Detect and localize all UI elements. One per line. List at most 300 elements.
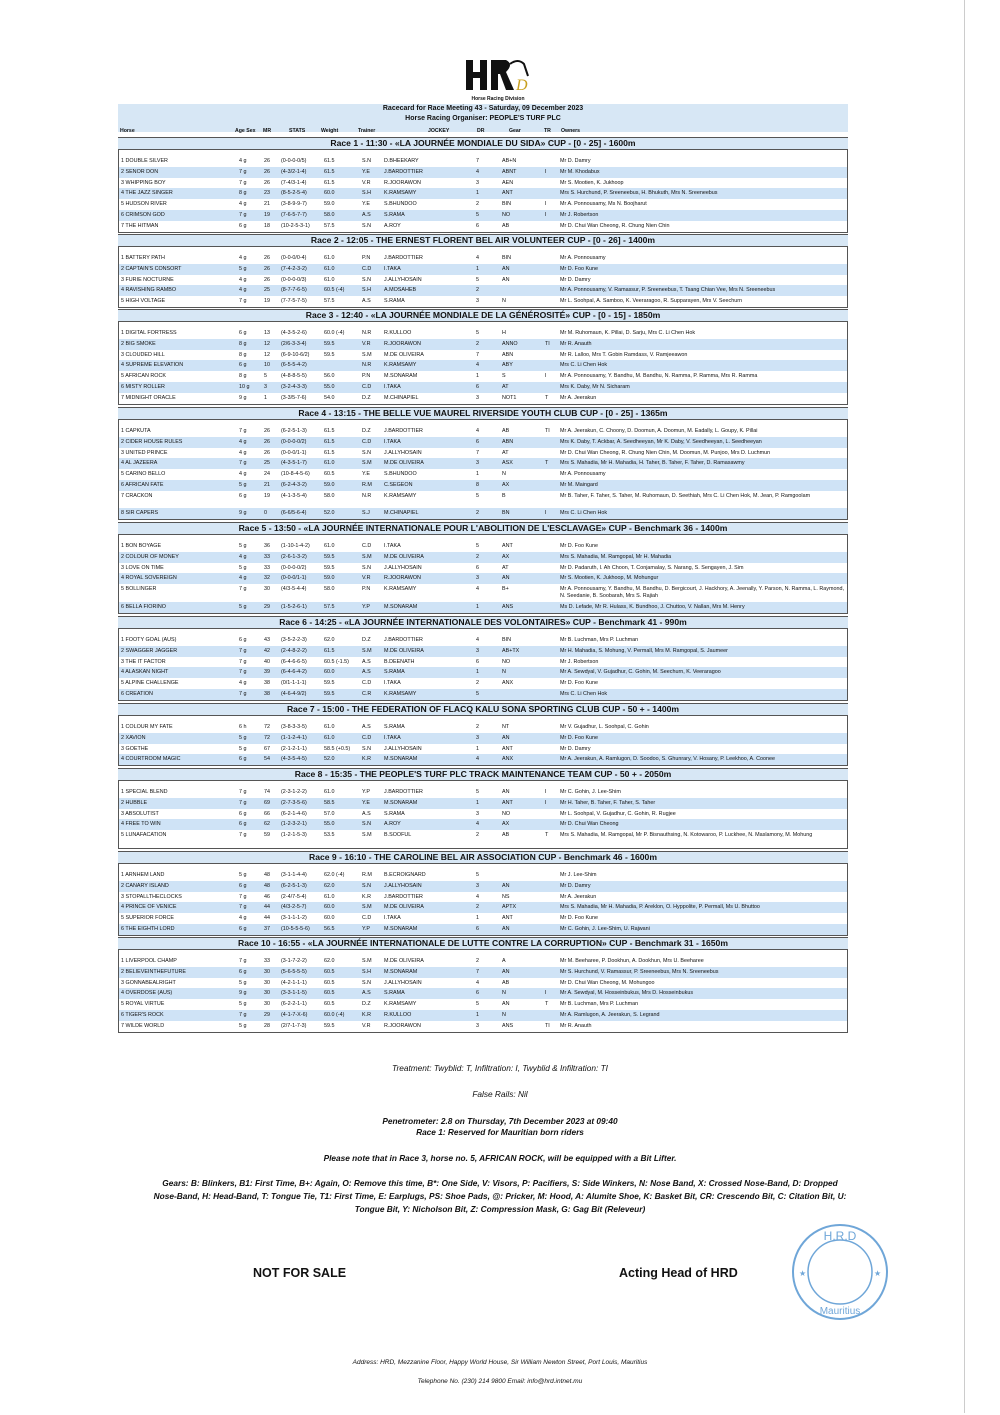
treatment: I <box>545 510 547 517</box>
trainer: C.D <box>362 915 372 922</box>
jockey: B.ECROIGNARD <box>384 872 426 878</box>
jockey: M.SONARAM <box>384 925 418 932</box>
owners: Mr L. Soohpal, V. Gujadhur, C. Gohin, R. Rugjee <box>560 810 676 817</box>
weight: 56.5 <box>324 925 335 932</box>
draw: 1 <box>476 915 479 922</box>
stamp-bottom-text: Mauritius <box>819 1306 861 1317</box>
stats: (3-5-2-2-3) <box>281 637 307 643</box>
owners: Mr D. Foo Kune <box>560 734 599 741</box>
owners: Mrs K. Daby, T. Ackbar, A. Seedheeyan, Mr K. Daby, V. Seedheeyan, L. Seedheeyan <box>560 438 762 445</box>
owners: Mr M. Maingard <box>560 481 598 488</box>
weight: 58.5 (+0.5) <box>324 745 351 752</box>
owners: Mr B. Luchman, Mrs P. Luchman <box>560 1001 639 1008</box>
weight: 60.0 (-4) <box>324 330 345 336</box>
jockey: B.SOOFUL <box>384 832 412 839</box>
horse-name: 5 CARINO BELLO <box>121 471 166 478</box>
draw: 5 <box>476 789 479 795</box>
gear: NS <box>502 893 510 900</box>
rating: 0 <box>264 510 267 517</box>
trainer: S.M <box>362 553 372 560</box>
age-sex: 7 g <box>239 168 247 175</box>
draw: 4 <box>476 979 479 986</box>
draw: 2 <box>476 680 479 687</box>
owners: Mrs S. Mahadia, Mr H. Mahadia, P. Areklon, O. Hyppolite, P. Permall, Ms U. Bhuttoo <box>560 904 760 911</box>
treatment: T <box>545 460 549 467</box>
gear: ABY <box>502 362 513 369</box>
trainer: A.S <box>362 669 371 676</box>
trainer: S.M <box>362 351 372 358</box>
horse-name: 7 WILDE WORLD <box>121 1022 165 1029</box>
svg-text:★: ★ <box>799 1269 807 1278</box>
rating: 21 <box>264 201 270 208</box>
horse-name: 1 LIVERPOOL CHAMP <box>121 958 177 964</box>
trainer: S.M <box>362 647 372 654</box>
table-row <box>119 573 847 584</box>
gear: AN <box>502 265 510 272</box>
trainer: C.D <box>362 543 372 549</box>
race-table <box>118 950 848 1033</box>
table-row <box>119 350 847 361</box>
stats: (4-3-5-2-6) <box>281 330 307 336</box>
race-title: Race 3 - 12:40 - «LA JOURNÉE MONDIALE DE LA GÉNÉROSITÉ» CUP - [0 - 15] - 1850m <box>118 309 848 322</box>
horse-name: 2 BIG SMOKE <box>121 340 156 347</box>
trainer: S.N <box>362 449 371 456</box>
trainer: Y.P <box>362 925 370 932</box>
owners: Mr B. Taher, F. Taher, S. Taher, M. Ruhomaun, D. Seethiah, Mrs C. Li Chen Hok, M. Jean, P. Ramgoolam <box>560 492 811 499</box>
table-row <box>119 924 847 935</box>
trainer: D.Z <box>362 428 371 434</box>
col-gear: Gear <box>509 128 521 134</box>
draw: 7 <box>476 351 479 358</box>
owners: Mr R. Lalloo, Mrs T. Gobin Ramdass, V. Ramjeeawon <box>560 351 688 358</box>
gear: AT <box>502 564 509 571</box>
trainer: Y.P <box>362 789 370 795</box>
trainer: D.Z <box>362 1001 371 1008</box>
race-title: Race 10 - 16:55 - «LA JOURNÉE INTERNATIONALE DE LUTTE CONTRE LA CORRUPTION» CUP - Benchmark 31 - 1650m <box>118 937 848 950</box>
stats: (8-5-2-5-4) <box>281 190 307 197</box>
table-row <box>119 646 847 657</box>
stats: (2/7-1-7-3) <box>281 1022 307 1029</box>
weight: 59.5 <box>324 564 335 571</box>
owners: Mr D. Damry <box>560 745 591 752</box>
owners: Mr A. Jeerakun, C. Choony, D. Doomun, A. Doomun, M. Eadally, L. Goupy, K. Pillai <box>560 428 758 434</box>
rating: 3 <box>264 383 267 390</box>
race-table <box>118 322 848 405</box>
race1-reserved-note: Race 1: Reserved for Mauritian born riders <box>416 1127 584 1137</box>
owners: Mr L. Soohpal, A. Samboo, K. Veeraragoo, R. Supparayen, Mrs V. Seechurn <box>560 298 742 305</box>
jockey: S.BHUNDOO <box>384 201 417 208</box>
horse-name: 4 RAVISHING RAMBO <box>121 287 177 294</box>
horse-name: 3 STOPALLTHECLOCKS <box>121 893 182 900</box>
rating: 46 <box>264 893 270 900</box>
table-row <box>119 744 847 755</box>
horse-name: 7 MIDNIGHT ORACLE <box>121 394 176 401</box>
jockey: J.ALLYHOSAIN <box>384 564 422 571</box>
stats: (6-5-5-4-2) <box>281 362 307 369</box>
table-row <box>119 870 847 881</box>
jockey: M.DE OLIVEIRA <box>384 351 424 358</box>
gear: A <box>502 958 506 964</box>
owners: Mr J. Lee-Shim <box>560 872 597 878</box>
jockey: K.RAMSAMY <box>384 690 417 697</box>
draw: 2 <box>476 287 479 294</box>
table-row <box>119 678 847 689</box>
rating: 26 <box>264 158 270 164</box>
draw: 1 <box>476 745 479 752</box>
weight: 59.0 <box>324 575 335 582</box>
table-row <box>119 902 847 913</box>
weight: 60.0 <box>324 904 335 911</box>
draw: 2 <box>476 832 479 839</box>
draw: 1 <box>476 190 479 197</box>
age-sex: 5 g <box>239 872 247 878</box>
svg-text:★: ★ <box>874 1269 882 1278</box>
weight: 60.0 <box>324 915 335 922</box>
owners: Mr A. Ponnousamy, Y. Bandhu, M. Bandhu, D. Bergicourt, J. Hackhory, A. Jeenally, Y. Parson, N. Ramma, L. Raymond, N. Seedanie, B. Soobarah, Mrs S. Rajiah <box>560 586 844 599</box>
race-table <box>118 535 848 614</box>
treatment: T <box>545 1001 549 1008</box>
horse-name: 1 BON BOYAGE <box>121 543 162 549</box>
gear: AX <box>502 821 510 828</box>
weight: 61.5 <box>324 168 335 175</box>
horse-name: 8 SIR CAPERS <box>121 510 159 517</box>
bit-lifter-note: Please note that in Race 3, horse no. 5, AFRICAN ROCK, will be equipped with a Bit Lifter. <box>323 1153 677 1163</box>
age-sex: 7 g <box>239 799 247 806</box>
race-7 <box>118 703 848 766</box>
horse-name: 2 CANARY ISLAND <box>121 882 169 889</box>
stats: (4-3/2-1-4) <box>281 168 307 175</box>
owners: Mr D. Chui Wan Cheong, R. Chung Nien Chin, M. Doomun, M. Punjoo, Mrs D. Luchmun <box>560 449 771 456</box>
horse-name: 3 GOETHE <box>121 745 149 752</box>
stats: (4-3-5-1-7) <box>281 460 307 467</box>
horse-name: 3 LOVE ON TIME <box>121 564 164 571</box>
rating: 19 <box>264 298 270 305</box>
gear: ASX <box>502 460 513 467</box>
owners: Mrs S. Hurchund, P. Sreeneebus, H. Bhukuth, Mrs N. Sreeneebus <box>560 190 718 197</box>
gear: B <box>502 492 506 499</box>
table-row <box>119 199 847 210</box>
horse-name: 4 ALASKAN NIGHT <box>121 669 169 676</box>
jockey: I.TAKA <box>384 915 401 922</box>
weight: 60.0 <box>324 669 335 676</box>
horse-name: 5 LUNAFACATION <box>121 832 167 839</box>
gear: ANX <box>502 680 514 687</box>
col-age-sex: Age Sex <box>235 128 256 134</box>
stats: (2-6-1-3-2) <box>281 553 307 560</box>
age-sex: 7 g <box>239 460 247 467</box>
draw: 4 <box>476 586 479 593</box>
age-sex: 4 g <box>239 287 247 294</box>
horse-name: 6 AFRICAN FATE <box>121 481 164 488</box>
jockey: I.TAKA <box>384 543 401 549</box>
table-row <box>119 999 847 1010</box>
horse-name: 3 UNITED PRINCE <box>121 449 168 456</box>
age-sex: 7 g <box>239 658 247 665</box>
stats: (6-2-5-1-3) <box>281 428 307 434</box>
table-row <box>119 328 847 339</box>
weight: 59.0 <box>324 201 335 208</box>
rating: 26 <box>264 438 270 445</box>
gear: AN <box>502 1001 510 1008</box>
table-row <box>119 480 847 491</box>
age-sex: 4 g <box>239 158 247 164</box>
trainer: S.N <box>362 979 371 986</box>
gear: N <box>502 669 506 676</box>
weight: 59.5 <box>324 690 335 697</box>
rating: 28 <box>264 1022 270 1029</box>
rating: 12 <box>264 351 270 358</box>
owners: Mr D. Foo Kune <box>560 915 599 922</box>
owners: Mr A. Sewdyal, M. Hosseinbukus, Mrs D. Hosseinbukus <box>560 990 694 997</box>
owners: Mr D. Chui Wan Cheong, M. Mohungoo <box>560 979 655 986</box>
horse-name: 1 DIGITAL FORTRESS <box>121 330 177 336</box>
gear: ANT <box>502 745 513 752</box>
rating: 37 <box>264 925 270 932</box>
draw: 3 <box>476 882 479 889</box>
age-sex: 4 g <box>239 575 247 582</box>
jockey: J.BARDOTTIER <box>384 789 423 795</box>
owners: Mr M. Beeharee, P. Dookhun, A. Dookhun, Mrs U. Beeharee <box>560 958 704 964</box>
age-sex: 5 g <box>239 564 247 571</box>
gear: APTX <box>502 904 517 911</box>
draw: 5 <box>476 211 479 218</box>
gear: ANT <box>502 915 513 922</box>
trainer: C.D <box>362 680 372 687</box>
draw: 5 <box>476 690 479 697</box>
race-title: Race 7 - 15:00 - THE FEDERATION OF FLACQ KALU SONA SPORTING CLUB CUP - 50 + - 1400m <box>118 703 848 716</box>
stats: (1-2-1-5-3) <box>281 832 307 839</box>
gear: AB <box>502 979 510 986</box>
gear: AT <box>502 449 509 456</box>
treatment: TI <box>545 340 550 347</box>
trainer: K.R <box>362 756 371 763</box>
jockey: R.JOORAWON <box>384 1022 421 1029</box>
table-row <box>119 754 847 765</box>
stats: (1-10-1-4-2) <box>281 543 310 549</box>
trainer: S.N <box>362 882 371 889</box>
jockey: D.BHEEKARY <box>384 158 419 164</box>
stats: (3-1-7-2-2) <box>281 958 307 964</box>
racecard-title: Racecard for Race Meeting 43 - Saturday, 09 December 2023 <box>382 105 584 112</box>
stats: (4-8-8-5-5) <box>281 373 307 380</box>
rating: 25 <box>264 287 270 294</box>
owners: Mr A. Sewdyal, V. Gujadhur, C. Gohin, M. Seechurn, K. Veeraragoo <box>560 669 721 676</box>
rating: 40 <box>264 658 270 665</box>
trainer: N.R <box>362 330 372 336</box>
jockey: I.TAKA <box>384 438 401 445</box>
weight: 60.5 <box>324 990 335 997</box>
col-tr: TR <box>544 128 551 134</box>
stats: (0-0-0-0/2) <box>281 438 307 445</box>
table-row <box>119 437 847 448</box>
age-sex: 8 g <box>239 340 247 347</box>
gear: N <box>502 298 506 305</box>
age-sex: 8 g <box>239 351 247 358</box>
stats: (1-2-3-2-1) <box>281 821 307 828</box>
horse-name: 3 THE IT FACTOR <box>121 658 166 665</box>
jockey: S.BHUNDOO <box>384 471 417 478</box>
weight: 59.0 <box>324 481 335 488</box>
weight: 61.0 <box>324 893 335 900</box>
stats: (10-8-4-5-6) <box>281 471 310 478</box>
rating: 30 <box>264 586 270 593</box>
age-sex: 6 g <box>239 925 247 932</box>
treatment: T <box>545 832 549 839</box>
stats: (2-4/7-5-4) <box>281 893 307 900</box>
gear: ABNT <box>502 168 517 175</box>
gear: NO <box>502 810 511 817</box>
owners: Mr J. Robertson <box>560 211 599 218</box>
age-sex: 7 g <box>239 958 247 964</box>
rating: 30 <box>264 1001 270 1008</box>
stats: (7-6-5-7-7) <box>281 211 307 218</box>
draw: 2 <box>476 201 479 208</box>
age-sex: 4 g <box>239 471 247 478</box>
draw: 2 <box>476 904 479 911</box>
draw: 7 <box>476 449 479 456</box>
svg-text:D: D <box>516 77 528 94</box>
weight: 61.5 <box>324 179 335 186</box>
stats: (4/3-2-5-7) <box>281 904 307 911</box>
stats: (6-4-6-4-2) <box>281 669 307 676</box>
horse-name: 1 SPECIAL BLEND <box>121 789 168 795</box>
rating: 29 <box>264 1011 270 1018</box>
draw: 1 <box>476 373 479 380</box>
rating: 62 <box>264 821 270 828</box>
col-jockey: JOCKEY <box>428 128 450 134</box>
jockey: J.ALLYHOSAIN <box>384 449 422 456</box>
weight: 58.5 <box>324 799 335 806</box>
jockey: J.ALLYHOSAIN <box>384 979 422 986</box>
jockey: M.SONARAM <box>384 968 418 975</box>
race-table <box>118 420 848 520</box>
horse-name: 2 SWAGGER JAGGER <box>121 647 178 654</box>
gear: AN <box>502 882 510 889</box>
gear: AN <box>502 968 510 975</box>
race-2 <box>118 234 848 308</box>
rating: 66 <box>264 810 270 817</box>
table-row <box>119 798 847 809</box>
weight: 59.5 <box>324 1022 335 1029</box>
race-table <box>118 247 848 308</box>
race-9 <box>118 851 848 936</box>
horse-name: 1 COLOUR MY FATE <box>121 724 173 730</box>
age-sex: 5 g <box>239 745 247 752</box>
jockey: J.ALLYHOSAIN <box>384 745 422 752</box>
horse-name: 4 SUPREME ELEVATION <box>121 362 184 369</box>
weight: 57.5 <box>324 603 335 610</box>
race-5 <box>118 522 848 614</box>
jockey: C.SEGEON <box>384 481 413 488</box>
weight: 60.5 <box>324 471 335 478</box>
draw: 6 <box>476 658 479 665</box>
draw: 2 <box>476 724 479 730</box>
stats: (1-5-2-6-1) <box>281 603 307 610</box>
horse-name: 2 SENOR DON <box>121 168 159 175</box>
draw: 1 <box>476 1011 479 1018</box>
jockey: I.TAKA <box>384 680 401 687</box>
owners: Mr A. Ponnousamy, V. Ramassur, P. Sreeneebus, T. Tsang Chian Vee, Mrs N. Sreeneebus <box>560 287 776 294</box>
weight: 61.0 <box>324 255 335 261</box>
jockey: R.JOORAWON <box>384 340 421 347</box>
weight: 59.5 <box>324 553 335 560</box>
weight: 61.0 <box>324 543 335 549</box>
horse-logo-icon <box>458 54 538 98</box>
gear: AN <box>502 734 510 741</box>
horse-name: 3 FURIE NOCTURNE <box>121 276 174 283</box>
draw: 1 <box>476 799 479 806</box>
stats: (3-3-1-1-5) <box>281 990 307 997</box>
draw: 5 <box>476 492 479 499</box>
stats: (3-2-4-3-3) <box>281 383 307 390</box>
gear: NOT1 <box>502 394 517 401</box>
draw: 3 <box>476 460 479 467</box>
table-row <box>119 722 847 733</box>
gear: AB+N <box>502 158 517 164</box>
race-4 <box>118 407 848 520</box>
trainer: S.M <box>362 904 372 911</box>
col-mr: MR <box>263 128 272 134</box>
rating: 10 <box>264 362 270 369</box>
race-title: Race 2 - 12:05 - THE ERNEST FLORENT BEL AIR VOLUNTEER CUP - [0 - 26] - 1400m <box>118 234 848 247</box>
owners: Mr S. Hurchund, V. Ramassur, P. Sreeneebus, Mrs N. Sreeneebus <box>560 968 719 975</box>
horse-name: 5 BOLLINGER <box>121 586 157 593</box>
jockey: K.RAMSAMY <box>384 586 417 593</box>
jockey: S.RAMA <box>384 990 405 997</box>
horse-name: 1 FOOTY GOAL (AUS) <box>121 637 177 643</box>
gear: ANT <box>502 190 513 197</box>
jockey: M.SONARAM <box>384 756 418 763</box>
gear: S <box>502 373 506 380</box>
table-row <box>119 733 847 744</box>
owners: Mr B. Luchman, Mrs P. Luchman <box>560 637 639 643</box>
table-row <box>119 552 847 563</box>
trainer: N.R <box>362 492 372 499</box>
weight: 60.5 <box>324 968 335 975</box>
stats: (6-9-10-6/2) <box>281 351 310 358</box>
age-sex: 9 g <box>239 510 247 517</box>
draw: 6 <box>476 564 479 571</box>
telephone: Telephone No. (230) 214 9800 Email: info@hrd.intnet.mu <box>417 1378 583 1385</box>
stats: (4-1-3-5-4) <box>281 492 307 499</box>
rating: 59 <box>264 832 270 839</box>
acting-head: Acting Head of HRD <box>619 1266 738 1280</box>
age-sex: 7 g <box>239 893 247 900</box>
gear: AN <box>502 925 510 932</box>
owners: Mrs S. Mahadia, M. Ramgopal, Mr H. Mahadia <box>560 553 672 560</box>
gear: AB+TX <box>502 647 520 654</box>
stats: (3-8-9-9-7) <box>281 201 307 208</box>
weight: 61.5 <box>324 438 335 445</box>
gear: H <box>502 330 506 336</box>
owners: Mr D. Foo Kune <box>560 543 599 549</box>
table-row <box>119 635 847 646</box>
stats: (4-1-7-X-6) <box>281 1011 308 1018</box>
treatment: I <box>545 373 547 380</box>
horse-name: 6 THE EIGHTH LORD <box>121 925 175 932</box>
trainer: C.D <box>362 265 372 272</box>
trainer: S.J <box>362 510 370 517</box>
rating: 48 <box>264 872 270 878</box>
stats: (2-4-8-2-2) <box>281 647 307 654</box>
stats: (6-2-4-3-2) <box>281 481 307 488</box>
rating: 48 <box>264 882 270 889</box>
trainer: V.R <box>362 340 371 347</box>
draw: 3 <box>476 575 479 582</box>
rating: 23 <box>264 190 270 197</box>
trainer: C.D <box>362 734 372 741</box>
jockey: A.MOSAHEB <box>384 287 417 294</box>
